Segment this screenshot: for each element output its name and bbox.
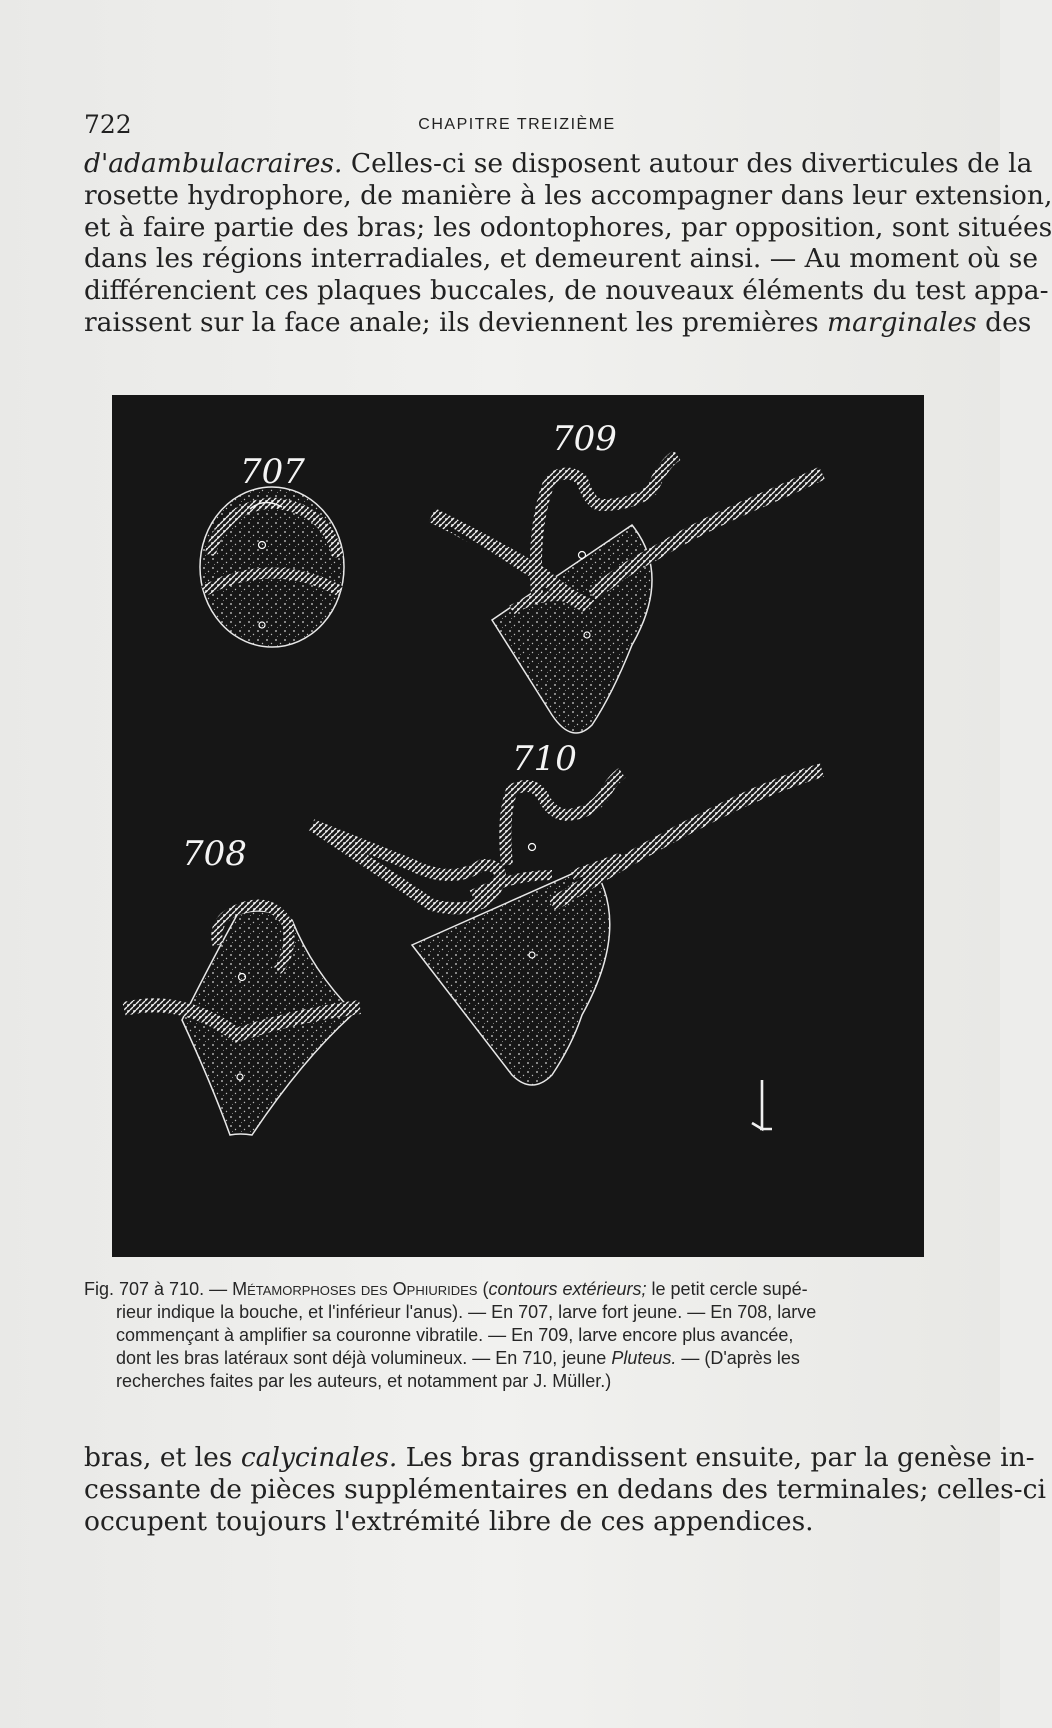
label-707: 707 xyxy=(240,452,305,492)
text-line: différencient ces plaques buccales, de nouveaux éléments du test appa- xyxy=(84,275,1049,307)
page-header xyxy=(84,110,950,142)
text-line: dans les régions interradiales, et demeurent ainsi. — Au moment où se xyxy=(84,243,1039,275)
text-line: bras, et les calycinales. Les bras grandissent ensuite, par la genèse in- xyxy=(84,1442,1035,1473)
italic-term: d'adambulacraires. xyxy=(84,148,343,179)
caption-line: commençant à amplifier sa couronne vibratile. — En 709, larve encore plus avancée, xyxy=(116,1325,794,1345)
label-710: 710 xyxy=(512,739,577,779)
text-line: rosette hydrophore, de manière à les accompagner dans leur extension, xyxy=(84,179,1052,211)
text-line: occupent toujours l'extrémité libre de ces appendices. xyxy=(84,1505,814,1537)
larva-707 xyxy=(200,452,344,647)
label-709: 709 xyxy=(552,419,617,459)
caption-line: Fig. 707 à 710. — Métamorphoses des Ophiurides (contours extérieurs; le petit cercle supé- xyxy=(84,1279,808,1299)
running-title: CHAPITRE TREIZIÈME xyxy=(418,116,616,133)
bottom-paragraph xyxy=(84,1442,1046,1537)
caption-title: Métamorphoses des Ophiurides xyxy=(232,1279,478,1299)
larva-708 xyxy=(124,834,360,1135)
larva-710 xyxy=(312,739,822,1085)
label-708: 708 xyxy=(182,834,247,874)
text-line: et à faire partie des bras; les odontophores, par opposition, sont situées xyxy=(84,211,1052,243)
text-line: cessante de pièces supplémentaires en dedans des terminales; celles-ci xyxy=(84,1473,1046,1505)
figure-caption xyxy=(84,1278,950,1393)
caption-line: rieur indique la bouche, et l'inférieur l'anus). — En 707, larve fort jeune. — En 708, larve xyxy=(116,1302,817,1322)
text-line: d'adambulacraires. Celles-ci se disposent autour des diverticules de la xyxy=(84,148,1033,179)
text-line: raissent sur la face anale; ils deviennent les premières marginales des xyxy=(84,306,1032,338)
page-number: 722 xyxy=(84,110,132,139)
caption-line: dont les bras latéraux sont déjà volumineux. — En 710, jeune Pluteus. — (D'après les xyxy=(116,1348,800,1368)
italic-term: calycinales. xyxy=(240,1442,398,1473)
corner-mark-letter: L xyxy=(112,395,113,396)
larva-709 xyxy=(432,419,822,733)
larvae-illustration xyxy=(112,395,924,1257)
caption-line: recherches faites par les auteurs, et notamment par J. Müller.) xyxy=(116,1371,612,1391)
italic-term: marginales xyxy=(827,306,977,338)
top-paragraph xyxy=(84,148,1052,339)
